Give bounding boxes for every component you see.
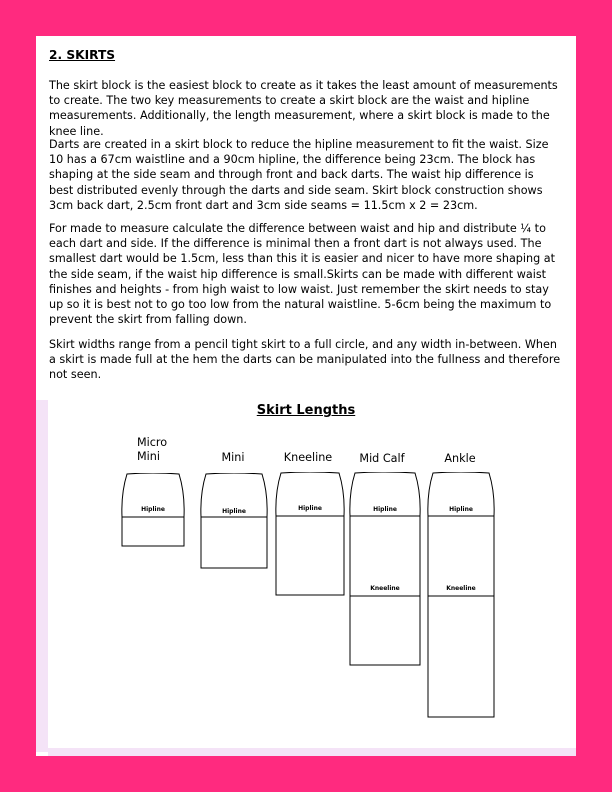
paragraph-made-to-measure: For made to measure calculate the difference between waist and hip and distribute ¼ to each dart and side. If the difference is minimal then a front dart is not always used. The smallest dart would be 1.5cm, less than this it is easier and nicer to have more shaping at the side seam, if the waist hip difference is small.Skirts can be made with different waist finishes and heights - from high waist to low waist. Just remember the skirt needs to stay up so it is best not to go too low from the natural waistline. 5-6cm being the maximum to prevent the skirt from falling down. (49, 222, 556, 327)
skirt-kneeline (275, 472, 345, 596)
hipline-label: Hipline (449, 506, 473, 513)
hipline-label: Hipline (141, 506, 165, 513)
section-title: 2. SKIRTS (49, 48, 116, 62)
kneeline-label: Kneeline (370, 585, 400, 592)
length-label-micro-mini (137, 436, 197, 464)
paragraph-darts: Darts are created in a skirt block to reduce the hipline measurement to fit the waist. Size 10 has a 67cm waistline and a 90cm hipline, the difference being 23cm. The block has shaping at the side seam and through front and back darts. The waist hip difference is best distributed evenly through the darts and side seam. Skirt block construction shows 3cm back dart, 2.5cm front dart and 3cm side seams = 11.5cm x 2 = 23cm. (49, 138, 549, 212)
hipline-label: Hipline (298, 505, 322, 512)
length-label-mini: Mini (221, 451, 245, 464)
document-body (49, 48, 561, 382)
length-label-mid-calf: Mid Calf (359, 452, 405, 465)
hipline-label: Hipline (373, 506, 397, 513)
diagram-title: Skirt Lengths (256, 403, 356, 418)
bottom-strip (48, 748, 576, 756)
skirt-mini (200, 473, 268, 569)
skirt-mid-calf (349, 472, 421, 666)
length-label-kneeline: Kneeline (283, 451, 333, 464)
kneeline-label: Kneeline (446, 585, 476, 592)
paragraph-intro: The skirt block is the easiest block to create as it takes the least amount of measurements to create. The two key measurements to create a skirt block are the waist and hipline measurements. Additionally, the length measurement, where a skirt block is made to the knee line. (49, 79, 558, 138)
skirt-micro-mini (121, 473, 185, 547)
accent-strip (36, 400, 48, 752)
paragraph-widths: Skirt widths range from a pencil tight skirt to a full circle, and any width in-between. When a skirt is made full at the hem the darts can be manipulated into the fullness and therefore not seen. (49, 338, 561, 382)
hipline-label: Hipline (222, 508, 246, 515)
skirt-ankle (427, 472, 495, 718)
length-label-micro-mini-text: Micro Mini (137, 436, 168, 463)
length-label-ankle: Ankle (444, 452, 476, 465)
